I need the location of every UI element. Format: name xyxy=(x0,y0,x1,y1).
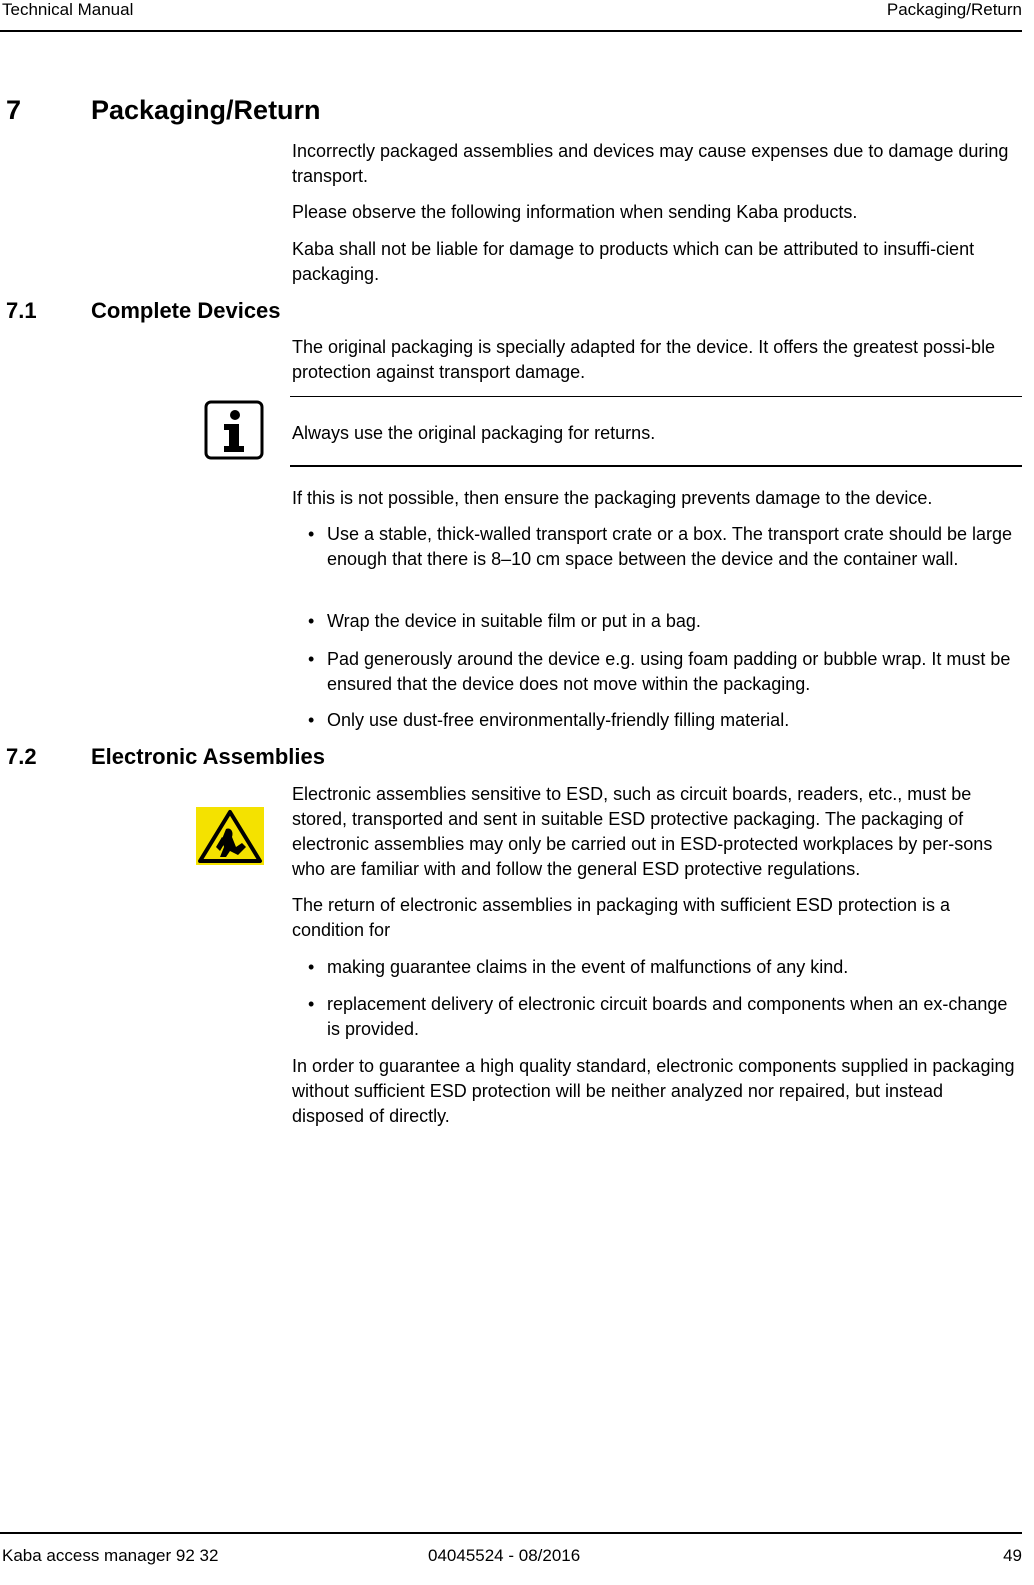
section-7-number: 7 xyxy=(6,95,22,125)
list-item-text: Wrap the device in suitable film or put in a bag. xyxy=(327,611,701,631)
header-right: Packaging/Return xyxy=(886,0,1022,19)
note-top-rule xyxy=(290,396,1022,397)
list-item-text: replacement delivery of electronic circuit boards and components when an ex-change is provided. xyxy=(327,994,1008,1039)
section-7-2-number: 7.2 xyxy=(6,744,37,769)
bullet-dot: • xyxy=(308,957,315,977)
section-7-paragraph-2: Please observe the following information when sending Kaba products. xyxy=(292,202,858,222)
section-7-2-title: Electronic Assemblies xyxy=(91,744,325,769)
section-7-1-title: Complete Devices xyxy=(91,298,281,323)
list-item-text: Pad generously around the device e.g. using foam padding or bubble wrap. It must be ensured that the device does not move within the packaging. xyxy=(327,649,1011,694)
list-item-text: Use a stable, thick-walled transport crate or a box. The transport crate should be large enough that there is 8–10 cm space between the device and the container wall. xyxy=(327,524,1013,569)
info-icon xyxy=(204,400,264,460)
section-7-1-number: 7.1 xyxy=(6,298,37,323)
section-7-2-paragraph-1: Electronic assemblies sensitive to ESD, such as circuit boards, readers, etc., must be stored, transported and sent in suitable ESD protective packaging. The packaging of electronic assemblies may only be carried out in ESD-protected workplaces by per-sons who are familiar with and follow the general ESD protective regulations. xyxy=(292,784,993,879)
section-7-paragraph-3: Kaba shall not be liable for damage to products which can be attributed to insuffi-cient packaging. xyxy=(292,239,975,284)
bullet-dot: • xyxy=(308,611,315,631)
footer-rule xyxy=(0,1532,1022,1534)
header-rule xyxy=(0,30,1022,32)
bullet-dot: • xyxy=(308,524,315,544)
page-number: 49 xyxy=(1003,1546,1022,1565)
bullet-dot: • xyxy=(308,710,315,730)
bullet-dot: • xyxy=(308,649,315,669)
list-item-text: making guarantee claims in the event of malfunctions of any kind. xyxy=(327,957,849,977)
section-7-2-paragraph-3: In order to guarantee a high quality standard, electronic components supplied in packaging without sufficient ESD protection will be neither analyzed nor repaired, but instead disposed of directly. xyxy=(292,1056,1015,1126)
note-bottom-rule xyxy=(290,465,1022,467)
bullet-dot: • xyxy=(308,994,315,1014)
section-7-1-intro: The original packaging is specially adapted for the device. It offers the greatest possi-ble protection against transport damage. xyxy=(292,337,996,382)
esd-warning-icon xyxy=(196,807,264,865)
footer-center: 04045524 - 08/2016 xyxy=(428,1546,581,1565)
info-note-text: Always use the original packaging for returns. xyxy=(292,423,656,443)
section-7-2-paragraph-2: The return of electronic assemblies in packaging with sufficient ESD protection is a condition for xyxy=(292,895,950,940)
section-7-title: Packaging/Return xyxy=(91,95,321,125)
list-item-text: Only use dust-free environmentally-friendly filling material. xyxy=(327,710,790,730)
section-7-1-after-note: If this is not possible, then ensure the packaging prevents damage to the device. xyxy=(292,488,933,508)
footer-left: Kaba access manager 92 32 xyxy=(2,1546,219,1565)
section-7-paragraph-1: Incorrectly packaged assemblies and devices may cause expenses due to damage during transport. xyxy=(292,141,1009,186)
header-left: Technical Manual xyxy=(2,0,134,19)
